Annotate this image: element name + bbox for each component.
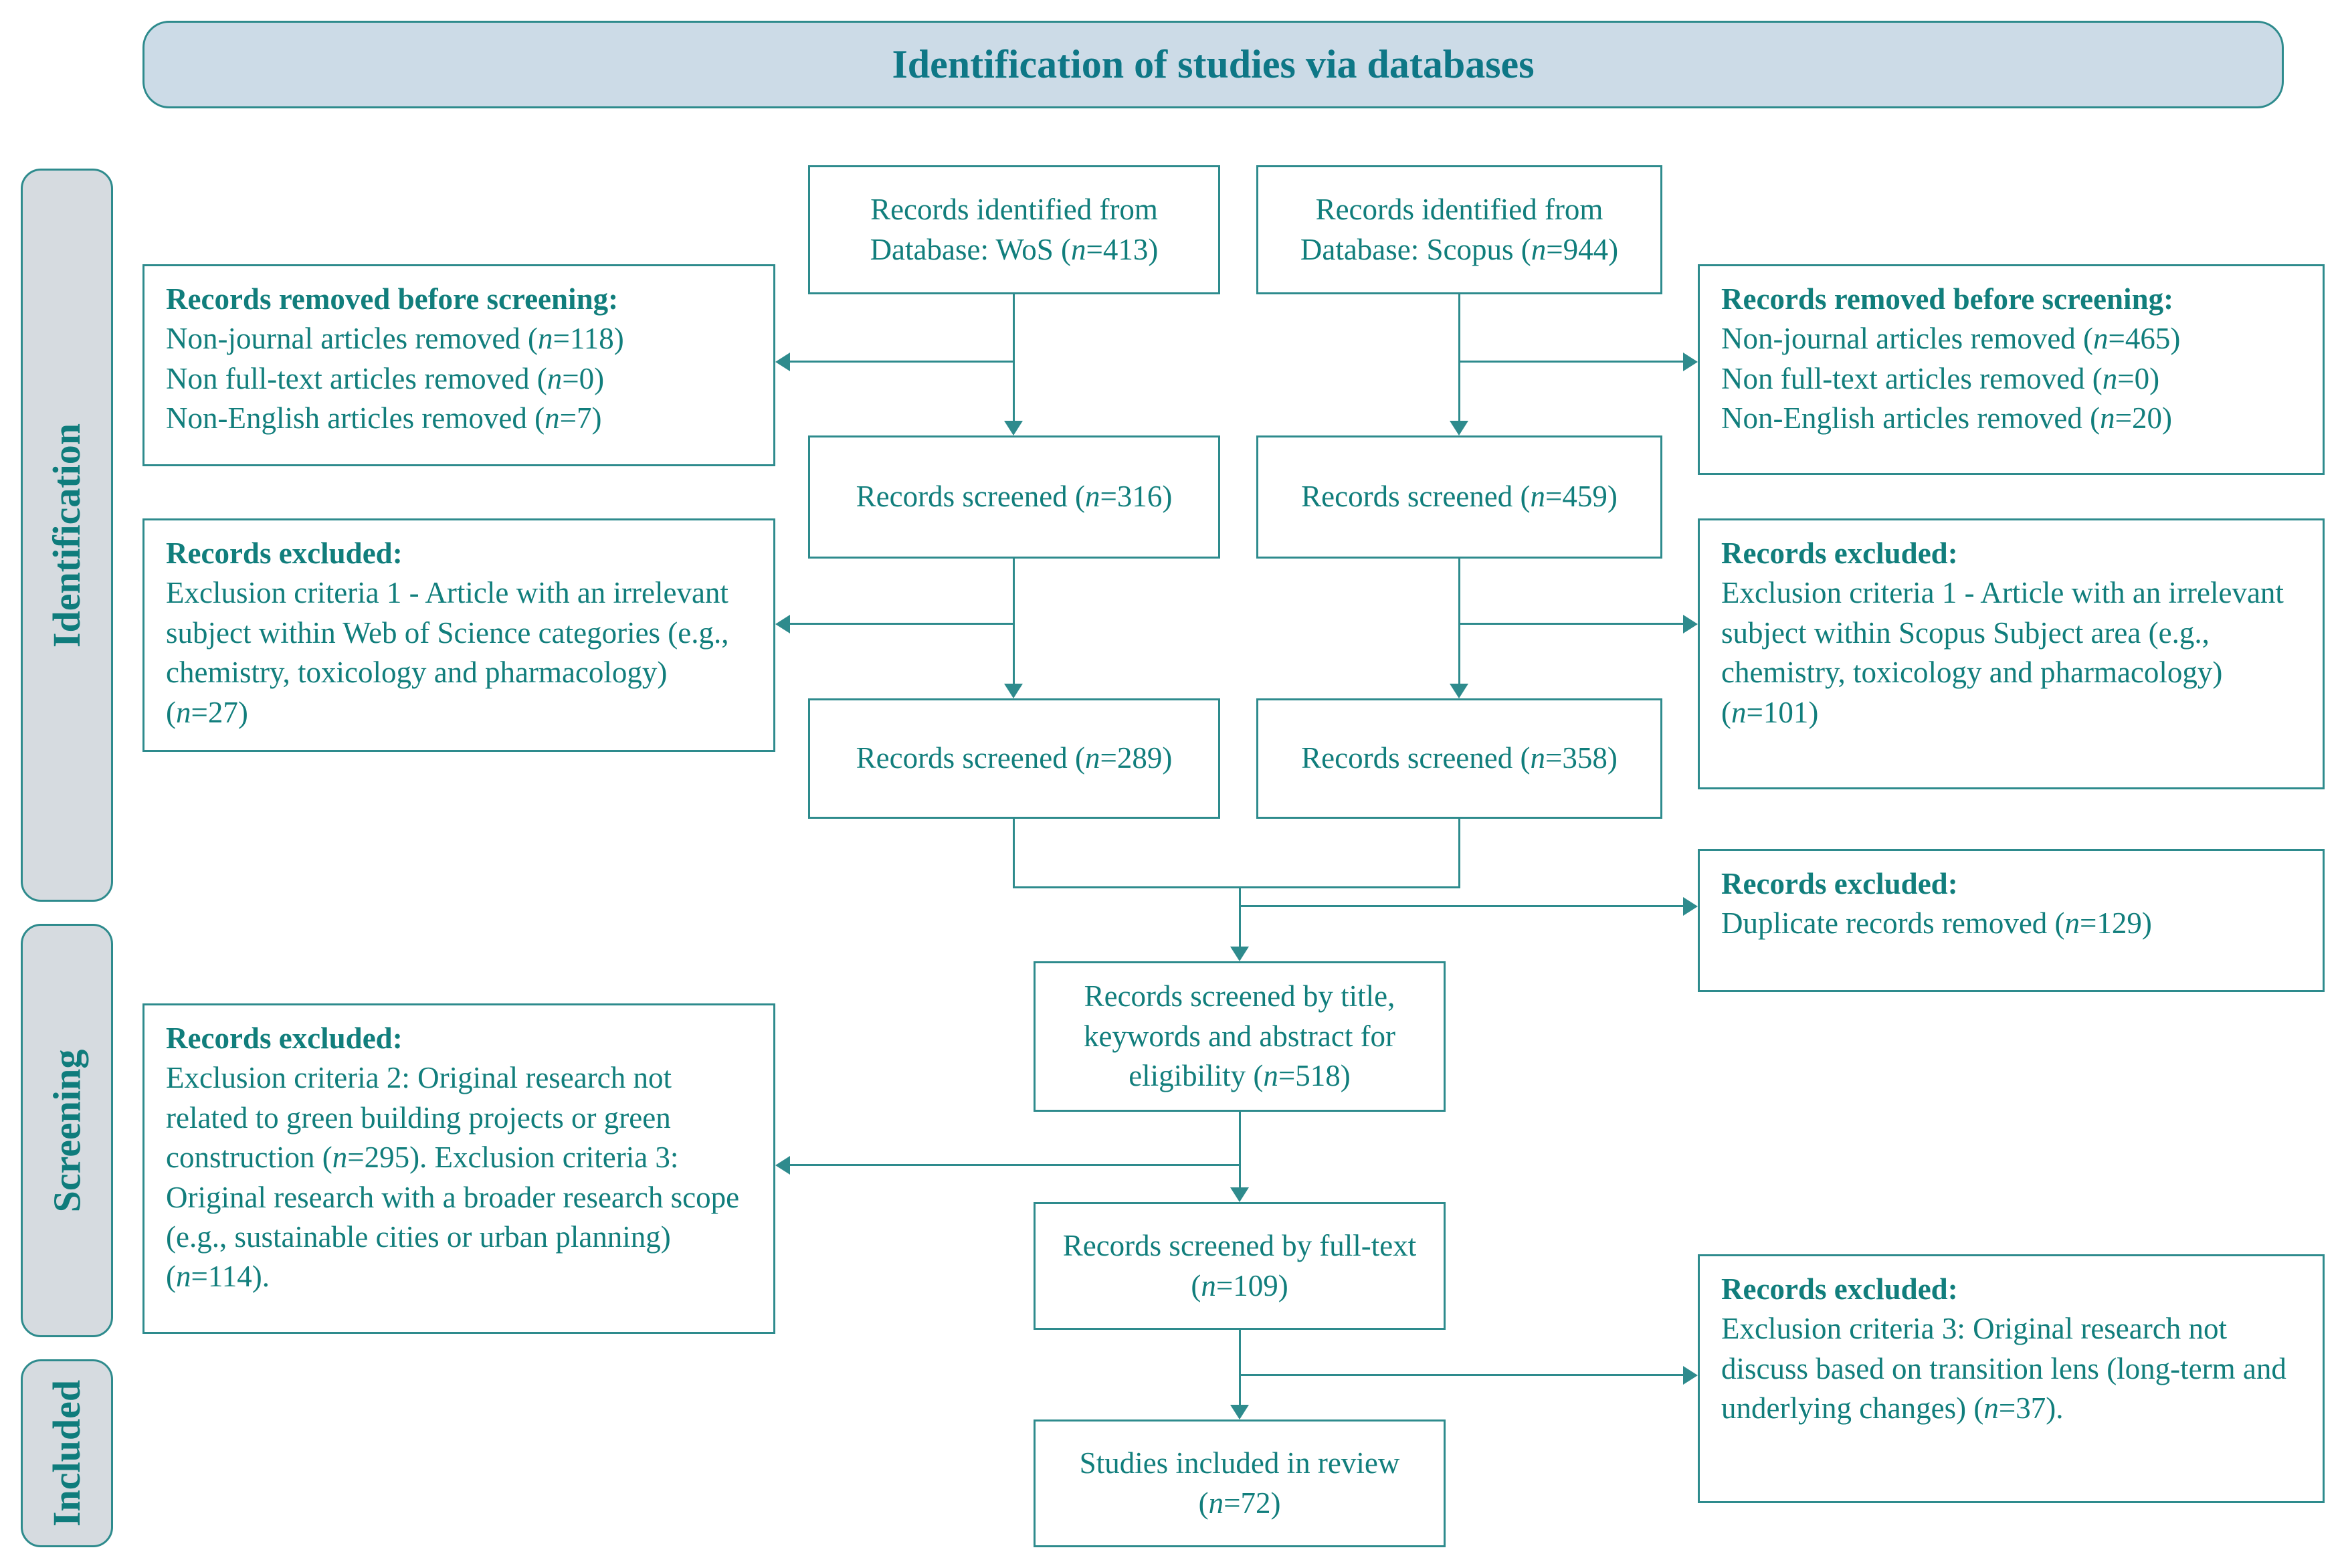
box-text: Records screened (n=316) [856,480,1173,514]
box-heading: Records excluded: [166,536,403,570]
box-text: Records screened by title, keywords and abstract for eligibility (n=518) [1083,979,1396,1093]
box-text: Records screened by full-text (n=109) [1062,1229,1417,1302]
box-heading: Records removed before screening: [1721,282,2174,316]
box-text: Records screened (n=358) [1301,741,1618,775]
diagram-title-bar [142,21,2284,108]
box-body: Exclusion criteria 3: Original research not discuss based on transition lens (long-term and underlying changes) (n=37). [1721,1312,2286,1426]
connector-branch-right-excl1 [1459,623,1683,625]
connector-branch-duplicates [1240,905,1683,907]
arrowhead-right-icon [1683,615,1698,633]
connector-branch-left-excl2 [790,1164,1240,1166]
box-text: Records screened (n=459) [1301,480,1618,514]
box-body: Exclusion criteria 1 - Article with an irrelevant subject within Web of Science categories (e.g., chemistry, toxicology and pharmacology) (n=27) [166,576,729,729]
box-text: Records identified from Database: WoS (n=413) [870,193,1159,266]
box-line: Non-journal articles removed (n=118) [166,322,624,356]
box-records-excluded-wos-criteria1 [142,518,775,752]
arrowhead-down-icon [1004,421,1023,435]
stage-label-text: Included [45,1379,89,1527]
connector-wos-down-1 [1013,294,1015,422]
box-records-identified-wos [808,165,1220,294]
box-text: Records identified from Database: Scopus (n=944) [1300,193,1619,266]
box-text: Studies included in review (n=72) [1079,1446,1400,1520]
stage-label-text: Screening [45,1049,89,1212]
box-records-screened-scopus-2 [1256,698,1662,819]
box-heading: Records excluded: [1721,867,1958,900]
connector-109-to-72 [1239,1330,1241,1406]
arrowhead-down-icon [1230,947,1249,961]
box-line: Non-journal articles removed (n=465) [1721,322,2181,356]
box-screened-title-abstract [1034,961,1446,1112]
box-removed-before-screening-wos [142,264,775,466]
box-line: Non full-text articles removed (n=0) [1721,361,2160,395]
box-body: Exclusion criteria 2: Original research not related to green building projects or green construction (n=295). Exclusion criteria 3: Original research with a broader research scope (e.g., sustainable cities or urban planning) (n=114). [166,1061,740,1294]
box-records-screened-wos-1 [808,435,1220,559]
arrowhead-down-icon [1450,421,1468,435]
arrowhead-right-icon [1683,353,1698,371]
box-heading: Records excluded: [166,1021,403,1055]
box-records-excluded-scopus-criteria1 [1698,518,2325,789]
box-records-screened-wos-2 [808,698,1220,819]
arrowhead-right-icon [1683,1366,1698,1385]
connector-wos-down-2 [1013,559,1015,685]
box-body: Exclusion criteria 1 - Article with an irrelevant subject within Scopus Subject area (e.g., chemistry, toxicology and pharmacology) (n=101) [1721,576,2284,729]
arrowhead-left-icon [775,353,790,371]
diagram-title: Identification of studies via databases [892,42,1535,86]
arrowhead-down-icon [1004,684,1023,698]
stage-label-included [21,1359,113,1547]
box-line: Non full-text articles removed (n=0) [166,361,605,395]
box-studies-included [1034,1419,1446,1547]
connector-merge-bar [1013,886,1460,888]
arrowhead-right-icon [1683,897,1698,916]
arrowhead-down-icon [1230,1187,1249,1202]
box-heading: Records excluded: [1721,1272,1958,1306]
box-removed-before-screening-scopus [1698,264,2325,475]
box-heading: Records removed before screening: [166,282,619,316]
box-records-excluded-screening [142,1003,775,1334]
box-records-excluded-fulltext [1698,1254,2325,1503]
connector-branch-right-excl3 [1240,1374,1683,1376]
stage-label-text: Identification [45,423,89,648]
box-line: Non-English articles removed (n=7) [166,401,602,435]
connector-scopus-down-2 [1458,559,1460,685]
box-line: Non-English articles removed (n=20) [1721,401,2172,435]
stage-label-screening [21,924,113,1337]
arrowhead-left-icon [775,615,790,633]
connector-merge-down [1239,886,1241,948]
connector-merge-left [1013,819,1015,888]
box-text: Records screened (n=289) [856,741,1173,775]
arrowhead-down-icon [1450,684,1468,698]
box-heading: Records excluded: [1721,536,1958,570]
connector-branch-left-removed [790,361,1014,363]
connector-merge-right [1458,819,1460,888]
box-records-identified-scopus [1256,165,1662,294]
box-records-screened-scopus-1 [1256,435,1662,559]
connector-branch-right-removed [1459,361,1683,363]
connector-branch-left-excl1 [790,623,1014,625]
stage-label-identification [21,169,113,902]
box-body: Duplicate records removed (n=129) [1721,906,2152,941]
arrowhead-down-icon [1230,1405,1249,1419]
box-records-excluded-duplicates [1698,849,2325,992]
arrowhead-left-icon [775,1156,790,1175]
box-screened-fulltext [1034,1202,1446,1330]
connector-518-to-109 [1239,1112,1241,1189]
connector-scopus-down-1 [1458,294,1460,422]
